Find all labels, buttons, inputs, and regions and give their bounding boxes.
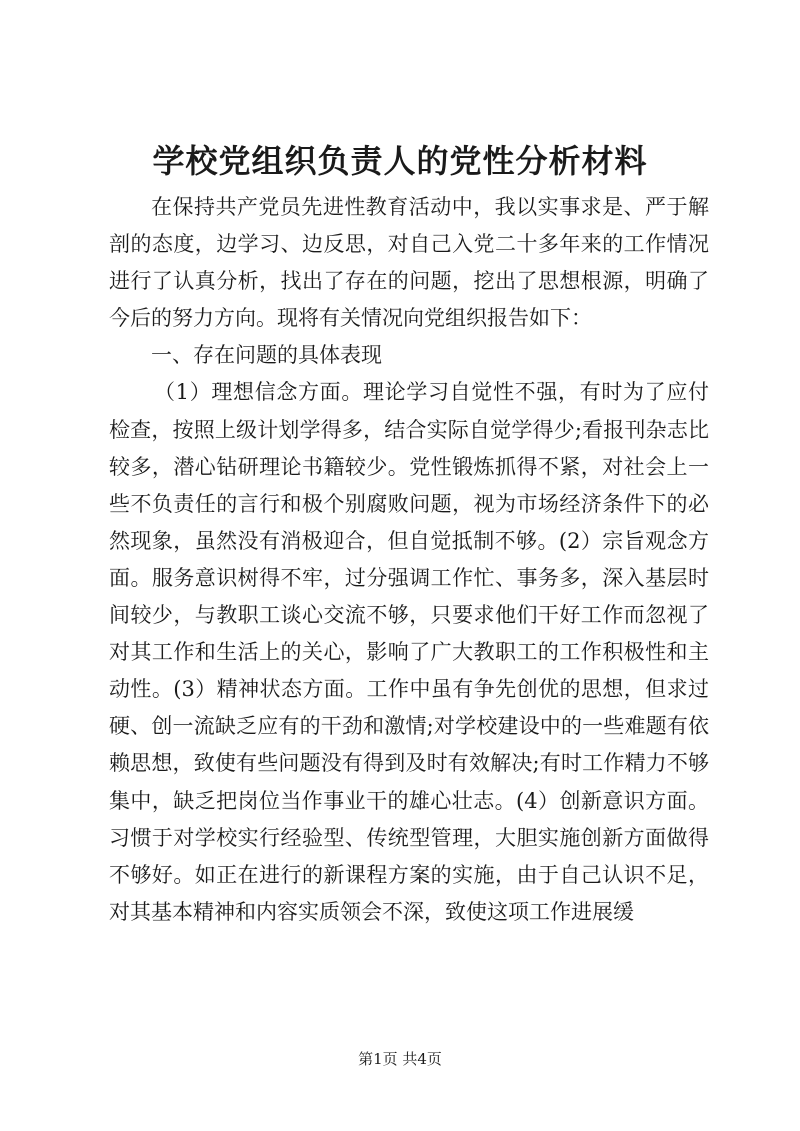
section-heading: 一、存在问题的具体表现 (151, 343, 382, 368)
document-title: 学校党组织负责人的党性分析材料 (152, 142, 648, 180)
document-body (109, 189, 709, 931)
problems-paragraph: （1）理想信念方面。理论学习自觉性不强，有时为了应付检查，按照上级计划学得多，结合实际自觉学得少;看报刊杂志比较多，潜心钻研理论书籍较少。党性锻炼抓得不紧，对社会上一些不负责任的言行和极个别腐败问题，视为市场经济条件下的必然现象，虽然没有消极迎合，但自觉抵制不够。(2）宗旨观念方面。服务意识树得不牢，过分强调工作忙、事务多，深入基层时间较少，与教职工谈心交流不够，只要求他们干好工作而忽视了对其工作和生活上的关心，影响了广大教职工的工作积极性和主动性。(3）精神状态方面。工作中虽有争先创优的思想，但求过硬、创一流缺乏应有的干劲和激情;对学校建设中的一些难题有依赖思想，致使有些问题没有得到及时有效解决;有时工作精力不够集中，缺乏把岗位当作事业干的雄心壮志。(4）创新意识方面。习惯于对学校实行经验型、传统型管理，大胆实施创新方面做得不够好。如正在进行的新课程方案的实施，由于自己认识不足，对其基本精神和内容实质领会不深，致使这项工作进展缓 (109, 380, 709, 924)
intro-paragraph: 在保持共产党员先进性教育活动中，我以实事求是、严于解剖的态度，边学习、边反思，对自己入党二十多年来的工作情况进行了认真分析，找出了存在的问题，挖出了思想根源，明确了今后的努力方向。现将有关情况向党组织报告如下： (109, 195, 709, 331)
page-footer: 第1页 共4页 (358, 1050, 442, 1068)
